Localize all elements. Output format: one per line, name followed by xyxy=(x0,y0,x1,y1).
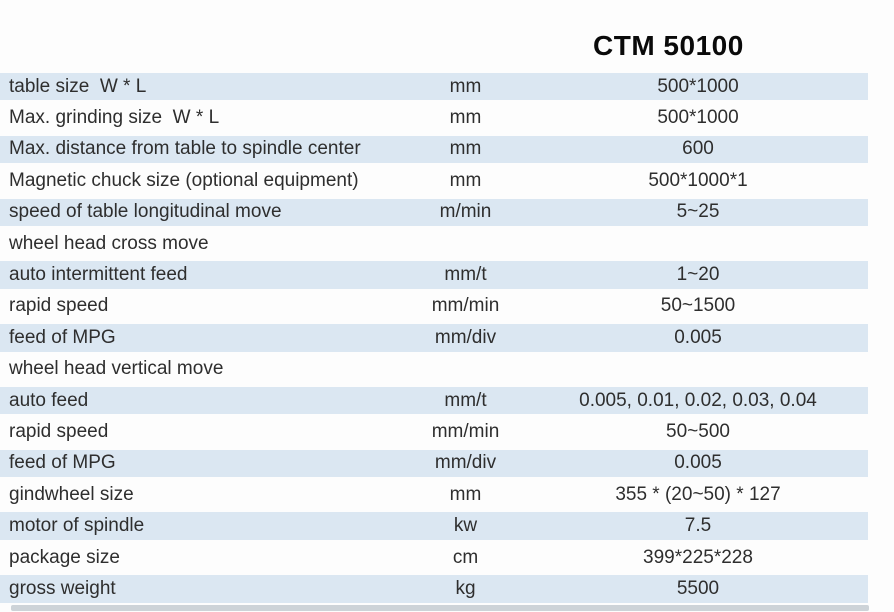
table-row xyxy=(0,542,868,573)
spec-label: Max. distance from table to spindle center xyxy=(9,138,361,160)
spec-label: auto intermittent feed xyxy=(9,264,188,286)
spec-unit: mm/t xyxy=(444,389,487,411)
table-row xyxy=(0,322,868,353)
spec-label: feed of MPG xyxy=(9,452,116,474)
section-header-row xyxy=(0,354,868,385)
spec-value: 5~25 xyxy=(676,201,720,223)
spec-unit: mm/min xyxy=(431,295,500,317)
spec-label: speed of table longitudinal move xyxy=(9,201,282,223)
spec-unit: mm/t xyxy=(444,264,487,286)
table-row xyxy=(0,102,868,133)
spec-unit: mm xyxy=(449,107,482,129)
table-bottom-rule xyxy=(11,605,869,611)
table-row xyxy=(0,448,868,479)
spec-label: Max. grinding size W * L xyxy=(9,107,220,129)
spec-label: Magnetic chuck size (optional equipment) xyxy=(9,169,359,191)
spec-label: gindwheel size xyxy=(9,483,134,505)
spec-value: 0.005, 0.01, 0.02, 0.03, 0.04 xyxy=(579,389,817,411)
spec-unit: mm/min xyxy=(431,420,500,442)
spec-unit: mm xyxy=(449,138,482,160)
spec-label: gross weight xyxy=(9,577,116,599)
table-row xyxy=(0,165,868,196)
table-row xyxy=(0,573,868,604)
spec-value: 500*1000 xyxy=(657,107,739,129)
spec-value: 0.005 xyxy=(674,326,722,348)
spec-label: wheel head vertical move xyxy=(9,358,224,380)
spec-label: package size xyxy=(9,546,120,568)
table-row xyxy=(0,134,868,165)
table-row xyxy=(0,479,868,510)
spec-label: table size W * L xyxy=(9,75,147,97)
spec-label: feed of MPG xyxy=(9,326,116,348)
spec-value: 500*1000*1 xyxy=(648,169,748,191)
spec-unit: kg xyxy=(455,577,476,599)
spec-value: 7.5 xyxy=(684,515,712,537)
spec-label: auto feed xyxy=(9,389,89,411)
spec-value: 500*1000 xyxy=(657,75,739,97)
spec-value: 50~500 xyxy=(666,420,730,442)
section-header-row xyxy=(0,228,868,259)
spec-value: 600 xyxy=(682,138,714,160)
specification-table xyxy=(0,71,868,605)
spec-unit: mm/div xyxy=(434,452,497,474)
spec-value: 0.005 xyxy=(674,452,722,474)
spec-value: 399*225*228 xyxy=(643,546,753,568)
model-title: CTM 50100 xyxy=(593,30,744,61)
spec-label: wheel head cross move xyxy=(9,232,209,254)
table-row xyxy=(0,291,868,322)
table-row xyxy=(0,416,868,447)
table-row xyxy=(0,71,868,102)
spec-unit: mm xyxy=(449,75,482,97)
spec-value: 50~1500 xyxy=(660,295,736,317)
spec-unit: mm/div xyxy=(434,326,497,348)
spec-label: rapid speed xyxy=(9,295,109,317)
spec-label: rapid speed xyxy=(9,420,109,442)
table-row xyxy=(0,197,868,228)
spec-value: 5500 xyxy=(676,577,720,599)
spec-unit: kw xyxy=(453,515,478,537)
spec-unit: cm xyxy=(452,546,479,568)
spec-value: 1~20 xyxy=(676,264,720,286)
spec-unit: mm xyxy=(449,483,482,505)
table-row xyxy=(0,259,868,290)
table-row xyxy=(0,510,868,541)
spec-unit: mm xyxy=(449,169,482,191)
spec-label: motor of spindle xyxy=(9,515,145,537)
spec-unit: m/min xyxy=(439,201,492,223)
table-row xyxy=(0,385,868,416)
spec-value: 355 * (20~50) * 127 xyxy=(615,483,781,505)
